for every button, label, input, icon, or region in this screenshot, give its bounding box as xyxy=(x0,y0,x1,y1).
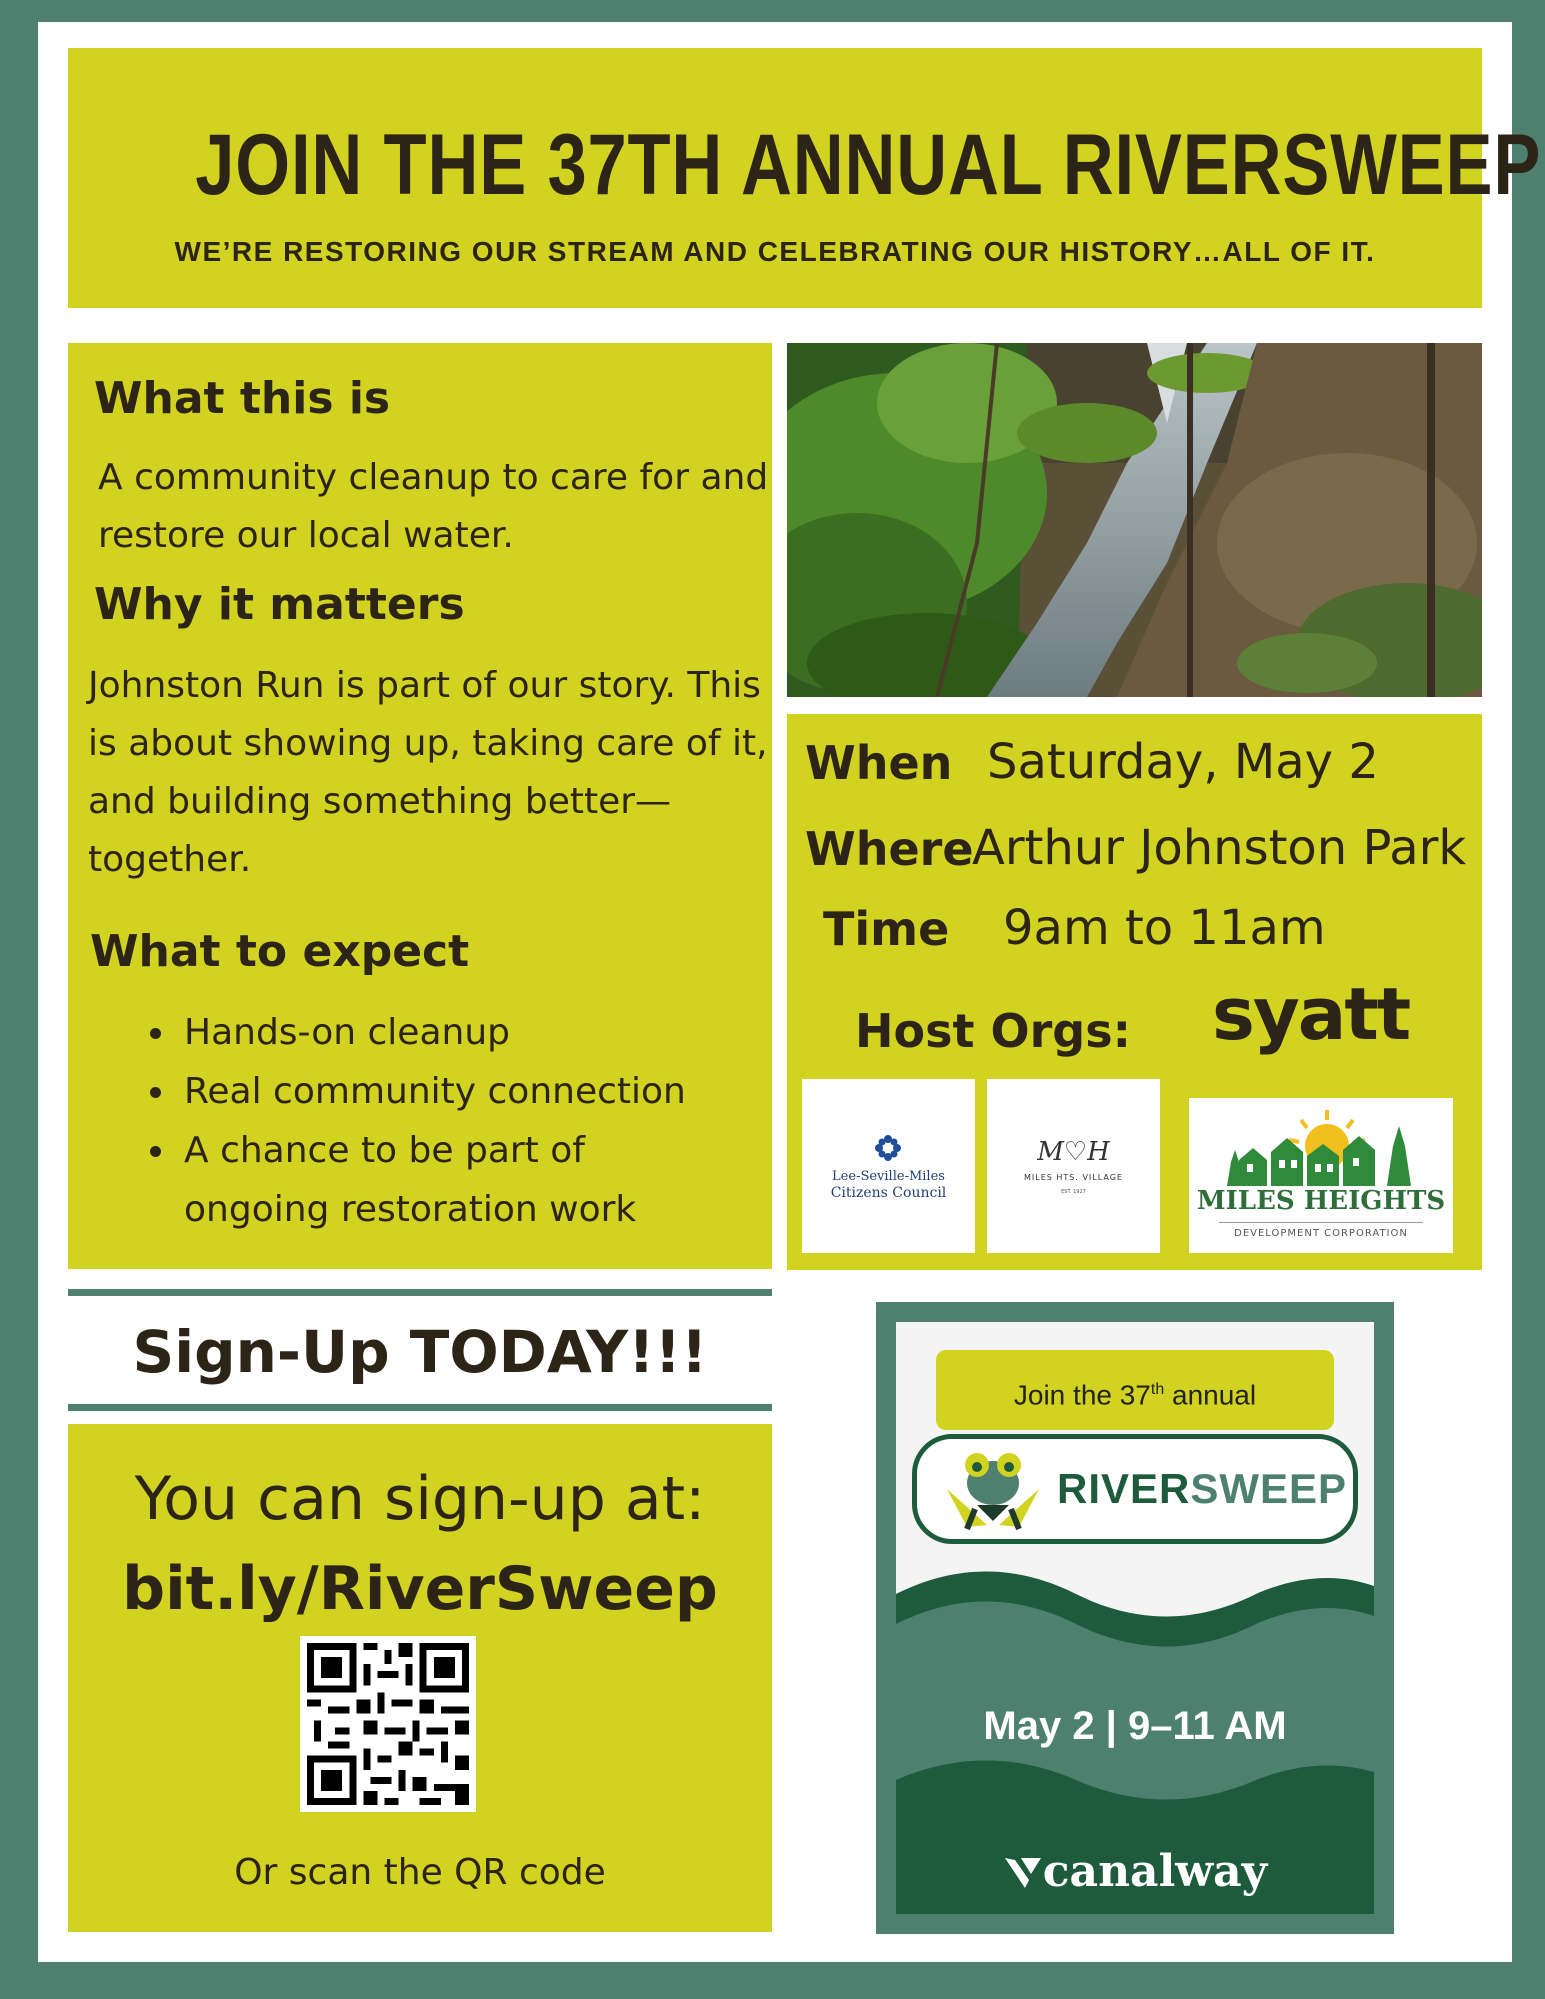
signup-title: Sign-Up TODAY!!! xyxy=(132,1318,708,1386)
list-item: • Hands-on cleanup xyxy=(178,1003,738,1062)
time-label: Time xyxy=(823,902,950,956)
card-tag-suffix: annual xyxy=(1164,1379,1257,1411)
qr-code[interactable] xyxy=(300,1636,476,1812)
what-line-2: restore our local water. xyxy=(98,515,514,556)
page-subtitle: WE’RE RESTORING OUR STREAM AND CELEBRATING OUR HISTORY…ALL OF IT. xyxy=(174,236,1376,267)
host-orgs-label: Host Orgs: xyxy=(855,1004,1131,1058)
card-brand xyxy=(1057,1465,1347,1513)
mhv-est: EST. 1927 xyxy=(1061,1189,1086,1195)
expect-list xyxy=(128,1003,738,1239)
mhv-name: MILES HTS. VILLAGE xyxy=(1024,1173,1123,1182)
page-title: JOIN THE 37TH ANNUAL RIVERSWEEP xyxy=(195,117,1542,213)
stream-photo xyxy=(787,343,1482,697)
header-banner xyxy=(68,48,1542,308)
frog-icon xyxy=(947,1449,1039,1535)
why-heading: Why it matters xyxy=(94,579,465,630)
why-line-1: Johnston Run is part of our story. This xyxy=(88,665,761,706)
mhdc-sub: DEVELOPMENT CORPORATION xyxy=(1234,1228,1408,1239)
list-item: • A chance to be part of ongoing restoration work xyxy=(178,1121,738,1239)
stream-photo-image xyxy=(787,343,1482,697)
lsm-line-1: Lee-Seville-Miles xyxy=(832,1169,945,1184)
canalway-name: canalway xyxy=(1042,1846,1268,1897)
when-label: When xyxy=(805,736,953,790)
list-item: • Real community connection xyxy=(178,1062,738,1121)
canalway-logo xyxy=(896,1846,1374,1897)
riversweep-card-inner xyxy=(896,1322,1374,1914)
where-label: Where xyxy=(805,822,974,876)
canalway-mark-icon xyxy=(1003,1852,1043,1892)
mhdc-divider xyxy=(1219,1222,1423,1223)
riversweep-logo xyxy=(912,1434,1358,1544)
why-line-2: is about showing up, taking care of it, xyxy=(88,723,768,764)
why-line-3: and building something better— xyxy=(88,781,672,822)
signup-bar xyxy=(68,1289,772,1411)
info-panel xyxy=(68,343,772,1269)
card-tag-sup: th xyxy=(1150,1381,1165,1398)
scan-qr-text: Or scan the QR code xyxy=(234,1852,606,1893)
what-line-1: A community cleanup to care for and xyxy=(98,457,769,498)
event-details-panel xyxy=(787,714,1482,1270)
what-heading: What this is xyxy=(94,373,391,424)
riversweep-card xyxy=(876,1302,1394,1934)
qr-code-icon xyxy=(300,1636,476,1812)
card-brand-sweep: SWEEP xyxy=(1190,1465,1348,1512)
card-date: May 2 | 9–11 AM xyxy=(983,1704,1287,1748)
miles-heights-dc-logo xyxy=(1189,1098,1453,1253)
why-line-4: together. xyxy=(88,839,252,880)
miles-hts-village-logo xyxy=(987,1079,1160,1253)
lsm-citizens-council-logo xyxy=(802,1079,975,1253)
syatt-logo: syatt xyxy=(1212,972,1410,1056)
time-value: 9am to 11am xyxy=(1003,900,1326,956)
signup-panel xyxy=(68,1424,772,1932)
signup-at-text: You can sign-up at: xyxy=(134,1464,706,1534)
houses-sun-icon xyxy=(1227,1106,1417,1186)
mhdc-name: MILES HEIGHTS xyxy=(1196,1186,1446,1216)
card-brand-river: RIVER xyxy=(1057,1465,1191,1512)
mhv-monogram: M♡H xyxy=(1037,1137,1110,1167)
flower-icon xyxy=(873,1133,903,1163)
expect-heading: What to expect xyxy=(90,926,470,977)
card-tag-prefix: Join the 37 xyxy=(1013,1379,1151,1411)
when-value: Saturday, May 2 xyxy=(987,734,1379,790)
where-value: Arthur Johnston Park xyxy=(972,820,1467,876)
card-tagline xyxy=(936,1350,1334,1430)
lsm-line-2: Citizens Council xyxy=(830,1185,947,1201)
signup-link[interactable]: bit.ly/RiverSweep xyxy=(122,1554,718,1624)
